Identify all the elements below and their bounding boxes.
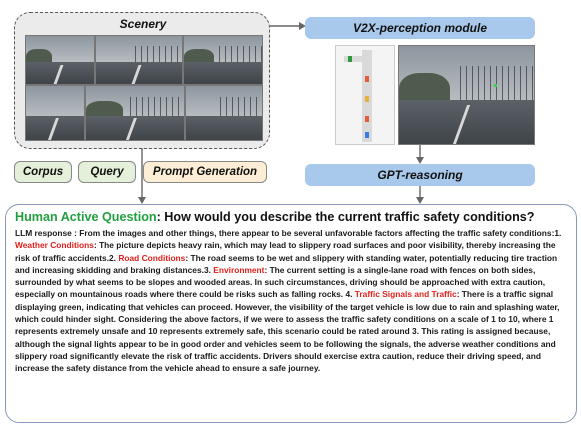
response-heading-weather: Weather Conditions [15, 240, 94, 251]
response-text-road: : The road seems to be wet and slippery with standing water, potentially reducing tire traction and increasing skidding and braking distances.3. [15, 252, 558, 275]
arrow-gpt-to-answer [414, 186, 426, 205]
gpt-reasoning-module: GPT-reasoning [305, 164, 535, 186]
response-heading-traffic: Traffic Signals and Traffic [354, 289, 457, 300]
response-text-environment: : The current setting is a single-lane road with fences on both sides, surrounded by what seems to be slopes and wooded areas. In such circumstances, driving should be approached with extra caution, especially on mountainous roads where there could be risks such as falling rocks. 4. [15, 264, 546, 300]
scenery-photo [185, 85, 263, 141]
query-tag: Query [78, 161, 136, 183]
question-text: How would you describe the current traffic safety conditions? [164, 210, 535, 224]
scenery-photo [25, 35, 95, 85]
response-heading-road: Road Conditions [118, 252, 186, 263]
response-text-weather: : The picture depicts heavy rain, which may lead to slippery road surfaces and poor visibility, thereby increasing the risk of traffic accidents.2. [15, 240, 556, 263]
v2x-map-view [335, 45, 395, 145]
scenery-photo [183, 35, 263, 85]
response-intro: LLM response : From the images and other things, there appear to be several unfavorable factors affecting the traffic safety conditions:1. [15, 228, 562, 238]
llm-response [15, 227, 567, 375]
response-heading-environment: Environment [213, 264, 265, 275]
arrow-v2x-to-gpt [414, 145, 426, 165]
response-text-traffic: : There is a traffic signal displaying green, indicating that vehicles can proceed. However, the visibility of the target vehicle is low due to rain and splashing water, which could hinder sight. Considering the above factors, if we were to assess the traffic safety conditions on a scale of 1 to 10, where 1 represents extremely unsafe and 10 represents extremely safe, this scenario could be rated around 3. This rating is assigned because, although the signal lights appear to be in good order and vehicles seem to be following the signals, the adverse weather conditions and slippery road significantly elevate the risk of traffic accidents. Drivers should exercise extra caution, reduce their driving speed, and increase the safety distance from the vehicle ahead to ensure a safe journey. [15, 289, 560, 374]
scenery-panel [14, 12, 270, 149]
human-question [15, 209, 567, 225]
question-label: Human Active Question [15, 210, 157, 224]
arrow-scenery-to-v2x [268, 20, 308, 32]
scenery-title: Scenery [119, 17, 167, 31]
corpus-tag: Corpus [14, 161, 72, 183]
scenery-photo [95, 35, 183, 85]
question-separator: : [156, 210, 165, 224]
answer-panel [5, 204, 577, 423]
v2x-perception-module: V2X-perception module [305, 17, 535, 39]
scenery-photo [85, 85, 185, 141]
arrow-scenery-to-answer [136, 148, 148, 205]
prompt-generation-tag: Prompt Generation [143, 161, 267, 183]
v2x-camera-view [398, 45, 535, 145]
scenery-photo [25, 85, 85, 141]
